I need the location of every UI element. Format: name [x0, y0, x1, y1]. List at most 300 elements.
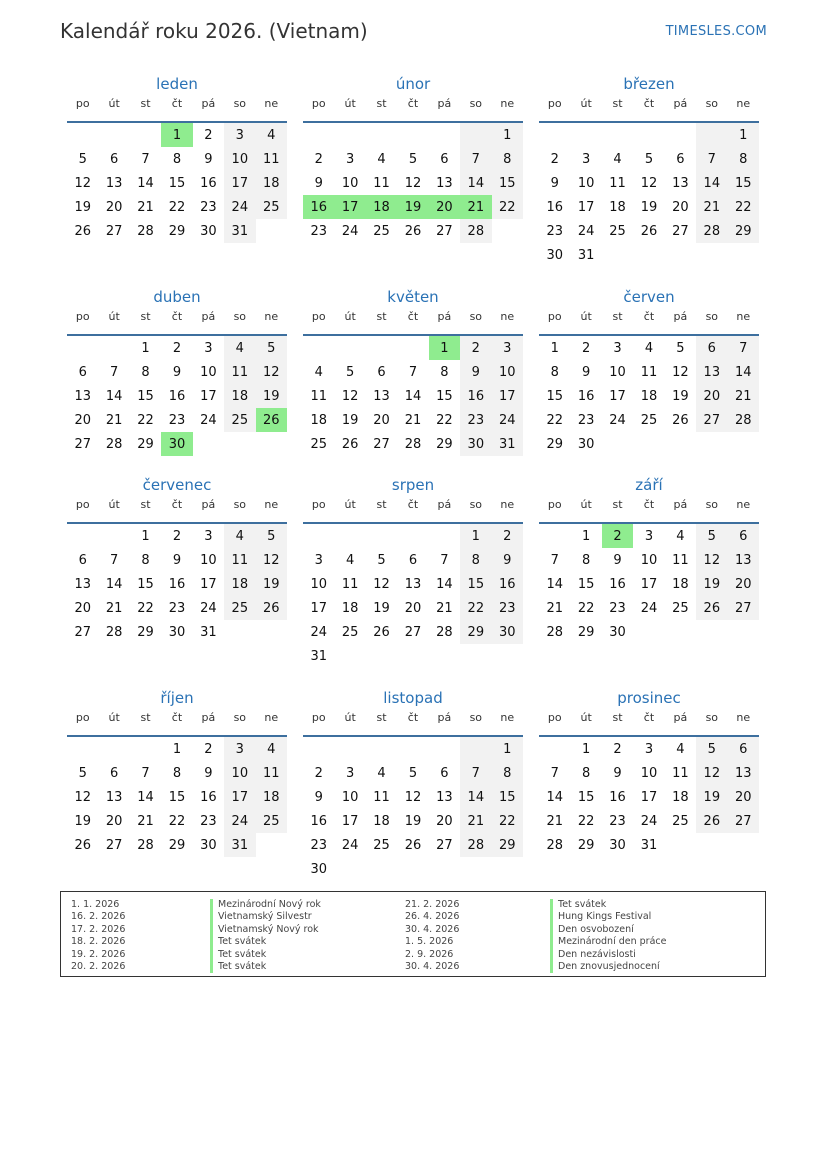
day-cell: 19: [672, 388, 689, 404]
day-cell: 2: [602, 524, 633, 548]
day-cell: 5: [408, 151, 418, 167]
weekday-label: st: [140, 711, 151, 724]
day-cell: 28: [696, 219, 727, 243]
weekday-label: pá: [437, 711, 452, 724]
day-cell: 30: [310, 861, 327, 877]
day-cell: 3: [613, 340, 622, 356]
day-cell: 21: [460, 195, 491, 219]
day-cell: 21: [696, 195, 727, 219]
day-cell: 25: [672, 600, 689, 616]
day-cell: 1: [141, 340, 150, 356]
weekday-label: po: [75, 97, 90, 110]
day-cell: 20: [404, 600, 422, 616]
day-cell: 29: [577, 837, 595, 853]
weekday-label: so: [233, 498, 247, 511]
day-cell: 11: [373, 789, 390, 805]
day-cell: 15: [492, 171, 523, 195]
day-cell: 18: [672, 576, 689, 592]
empty-cell: [665, 620, 696, 644]
day-cell: 4: [644, 340, 654, 356]
legend-holiday-name: Vietnamský Silvestr: [210, 911, 321, 923]
day-grid: [303, 336, 523, 456]
day-cell: 20: [728, 785, 759, 809]
day-cell: 5: [644, 151, 654, 167]
day-cell: 29: [168, 223, 186, 239]
day-cell: 17: [334, 195, 365, 219]
empty-cell: [224, 432, 255, 456]
weekday-label: ne: [264, 711, 279, 724]
weekday-label: pá: [673, 711, 688, 724]
day-cell: 28: [460, 833, 491, 857]
empty-cell: [67, 336, 98, 360]
weekday-header: [67, 498, 287, 516]
day-cell: 16: [609, 789, 626, 805]
legend-date: 26. 4. 2026: [405, 911, 460, 923]
day-cell: 13: [672, 175, 689, 191]
day-cell: 8: [581, 552, 591, 568]
day-cell: 30: [609, 624, 626, 640]
weekday-label: so: [233, 97, 247, 110]
day-cell: 7: [408, 364, 418, 380]
day-cell: 4: [613, 151, 622, 167]
day-cell: 6: [377, 364, 386, 380]
day-cell: 7: [141, 151, 150, 167]
weekday-label: čt: [643, 711, 655, 724]
day-cell: 22: [168, 199, 186, 215]
day-cell: 19: [373, 600, 390, 616]
legend-holiday-name: Den nezávislosti: [550, 949, 666, 961]
legend-date: 21. 2. 2026: [405, 899, 460, 910]
day-cell: 9: [550, 175, 559, 191]
day-cell: 30: [460, 432, 491, 456]
day-cell: 25: [224, 596, 255, 620]
month-name: září: [635, 476, 663, 494]
day-cell: 12: [341, 388, 359, 404]
day-cell: 7: [141, 765, 150, 781]
empty-cell: [429, 737, 460, 761]
weekday-label: st: [376, 97, 387, 110]
day-cell: 25: [310, 436, 327, 452]
day-cell: 31: [200, 624, 217, 640]
month-name: červenec: [142, 476, 212, 494]
weekday-label: čt: [643, 97, 655, 110]
weekday-label: po: [311, 498, 326, 511]
empty-cell: [429, 123, 460, 147]
day-cell: 3: [644, 741, 654, 757]
month-srpen: [303, 475, 523, 668]
day-cell: 3: [224, 123, 255, 147]
weekday-label: út: [344, 498, 356, 511]
day-cell: 1: [172, 741, 182, 757]
weekday-label: čt: [407, 498, 419, 511]
day-cell: 5: [696, 737, 727, 761]
weekday-label: út: [580, 498, 592, 511]
month-name: červen: [623, 288, 675, 306]
day-cell: 21: [105, 600, 123, 616]
weekday-label: st: [612, 310, 623, 323]
day-cell: 23: [168, 600, 186, 616]
day-cell: 21: [460, 809, 491, 833]
weekday-label: pá: [201, 97, 216, 110]
day-cell: 28: [546, 624, 563, 640]
day-cell: 13: [373, 388, 390, 404]
day-cell: 26: [341, 436, 359, 452]
day-cell: 30: [609, 837, 626, 853]
day-cell: 18: [609, 199, 626, 215]
empty-cell: [460, 644, 491, 668]
day-cell: 13: [436, 175, 453, 191]
legend-date: 1. 5. 2026: [405, 936, 454, 948]
day-cell: 24: [224, 195, 255, 219]
day-cell: 10: [200, 552, 217, 568]
weekday-label: po: [311, 711, 326, 724]
day-cell: 2: [613, 741, 622, 757]
month-prosinec: [539, 688, 759, 857]
day-cell: 15: [137, 388, 154, 404]
day-cell: 4: [676, 528, 685, 544]
weekday-label: ne: [736, 310, 751, 323]
weekday-label: út: [580, 711, 592, 724]
day-cell: 8: [492, 147, 523, 171]
day-cell: 16: [303, 195, 334, 219]
day-cell: 14: [460, 171, 491, 195]
day-cell: 14: [404, 388, 422, 404]
day-grid: [303, 737, 523, 881]
day-cell: 20: [672, 199, 689, 215]
day-cell: 10: [640, 765, 658, 781]
day-cell: 6: [408, 552, 418, 568]
day-cell: 30: [577, 436, 595, 452]
month-březen: [539, 74, 759, 267]
day-cell: 16: [492, 572, 523, 596]
day-cell: 23: [546, 223, 563, 239]
month-name: listopad: [383, 689, 443, 707]
empty-cell: [256, 833, 287, 857]
day-cell: 8: [172, 765, 182, 781]
day-cell: 11: [373, 175, 390, 191]
weekday-label: ne: [736, 97, 751, 110]
empty-cell: [539, 123, 570, 147]
day-cell: 3: [644, 528, 654, 544]
day-cell: 8: [728, 147, 759, 171]
legend-holiday-name: Hung Kings Festival: [550, 911, 666, 923]
brand-link[interactable]: TIMESLES.COM: [665, 24, 767, 39]
day-cell: 23: [310, 223, 327, 239]
empty-cell: [397, 123, 428, 147]
weekday-label: ne: [264, 97, 279, 110]
day-cell: 24: [200, 412, 217, 428]
day-cell: 9: [492, 548, 523, 572]
legend-date: 18. 2. 2026: [71, 936, 126, 948]
legend-date: 20. 2. 2026: [71, 960, 126, 972]
day-cell: 28: [105, 624, 123, 640]
day-cell: 17: [200, 576, 217, 592]
day-cell: 19: [256, 384, 287, 408]
day-cell: 6: [696, 336, 727, 360]
day-cell: 19: [74, 813, 91, 829]
day-cell: 16: [168, 576, 186, 592]
legend-names-right: [550, 899, 666, 973]
weekday-label: so: [233, 711, 247, 724]
day-cell: 11: [672, 765, 689, 781]
weekday-label: pá: [201, 711, 216, 724]
day-cell: 30: [492, 620, 523, 644]
day-cell: 5: [256, 336, 287, 360]
day-cell: 13: [74, 388, 91, 404]
empty-cell: [366, 524, 397, 548]
month-září: [539, 475, 759, 644]
weekday-label: so: [469, 711, 483, 724]
day-cell: 2: [172, 340, 182, 356]
day-cell: 23: [609, 600, 626, 616]
day-cell: 27: [105, 223, 123, 239]
day-cell: 26: [404, 837, 422, 853]
day-cell: 21: [436, 600, 453, 616]
day-cell: 3: [492, 336, 523, 360]
day-cell: 25: [373, 223, 390, 239]
weekday-label: čt: [171, 310, 183, 323]
day-cell: 30: [168, 624, 186, 640]
day-cell: 5: [377, 552, 386, 568]
legend-date: 1. 1. 2026: [71, 899, 120, 910]
weekday-label: po: [547, 711, 562, 724]
day-cell: 24: [640, 600, 658, 616]
day-cell: 8: [460, 548, 491, 572]
day-cell: 10: [341, 789, 359, 805]
empty-cell: [256, 620, 287, 644]
legend-holiday-name: Tet svátek: [210, 949, 321, 961]
month-duben: [67, 287, 287, 456]
day-cell: 24: [224, 809, 255, 833]
day-cell: 2: [550, 151, 559, 167]
day-cell: 11: [256, 761, 287, 785]
day-cell: 27: [672, 223, 689, 239]
weekday-label: čt: [407, 711, 419, 724]
day-cell: 4: [224, 524, 255, 548]
empty-cell: [98, 123, 129, 147]
day-cell: 15: [577, 576, 595, 592]
empty-cell: [397, 524, 428, 548]
day-cell: 23: [200, 813, 217, 829]
day-cell: 14: [546, 576, 563, 592]
day-cell: 19: [74, 199, 91, 215]
month-leden: [67, 74, 287, 243]
day-cell: 1: [728, 123, 759, 147]
day-cell: 13: [436, 789, 453, 805]
weekday-header: [539, 711, 759, 729]
empty-cell: [492, 644, 523, 668]
day-cell: 12: [74, 789, 91, 805]
weekday-label: ne: [500, 310, 515, 323]
empty-cell: [696, 123, 727, 147]
legend-holiday-name: Den znovusjednocení: [550, 961, 666, 973]
empty-cell: [366, 336, 397, 360]
month-říjen: [67, 688, 287, 857]
day-cell: 25: [341, 624, 359, 640]
weekday-label: po: [547, 97, 562, 110]
day-cell: 26: [74, 837, 91, 853]
empty-cell: [303, 123, 334, 147]
weekday-label: po: [75, 711, 90, 724]
day-cell: 21: [728, 384, 759, 408]
weekday-label: st: [612, 498, 623, 511]
weekday-label: ne: [264, 498, 279, 511]
weekday-label: st: [376, 310, 387, 323]
empty-cell: [633, 123, 664, 147]
weekday-label: st: [612, 711, 623, 724]
day-cell: 22: [436, 412, 453, 428]
day-cell: 11: [256, 147, 287, 171]
day-grid: [67, 524, 287, 644]
month-name: leden: [156, 75, 198, 93]
empty-cell: [397, 336, 428, 360]
month-name: prosinec: [617, 689, 681, 707]
day-cell: 21: [404, 412, 422, 428]
day-cell: 17: [492, 384, 523, 408]
day-cell: 29: [460, 620, 491, 644]
day-cell: 30: [546, 247, 563, 263]
day-cell: 6: [78, 552, 87, 568]
day-cell: 31: [492, 432, 523, 456]
holiday-legend: [60, 891, 766, 977]
day-cell: 14: [546, 789, 563, 805]
day-cell: 7: [109, 552, 119, 568]
empty-cell: [665, 123, 696, 147]
day-cell: 18: [310, 412, 327, 428]
day-cell: 18: [373, 813, 390, 829]
day-cell: 24: [609, 412, 626, 428]
month-květen: [303, 287, 523, 456]
day-cell: 30: [200, 223, 217, 239]
legend-holiday-name: Tet svátek: [210, 936, 321, 948]
day-cell: 15: [137, 576, 154, 592]
day-cell: 2: [492, 524, 523, 548]
legend-dates-right: [405, 899, 459, 973]
legend-holiday-name: Tet svátek: [210, 961, 321, 973]
weekday-header: [67, 310, 287, 328]
legend-names-left: [210, 899, 321, 973]
day-cell: 12: [373, 576, 390, 592]
day-cell: 17: [224, 785, 255, 809]
day-cell: 9: [204, 765, 213, 781]
day-cell: 22: [460, 596, 491, 620]
day-cell: 29: [137, 624, 154, 640]
empty-cell: [397, 737, 428, 761]
day-cell: 26: [373, 624, 390, 640]
day-cell: 14: [105, 388, 123, 404]
day-cell: 17: [200, 388, 217, 404]
empty-cell: [460, 857, 491, 881]
day-cell: 25: [672, 813, 689, 829]
day-cell: 17: [640, 576, 658, 592]
day-cell: 20: [74, 600, 91, 616]
day-cell: 4: [345, 552, 355, 568]
day-cell: 29: [546, 436, 563, 452]
empty-cell: [665, 833, 696, 857]
day-cell: 2: [460, 336, 491, 360]
day-cell: 5: [696, 524, 727, 548]
day-cell: 30: [161, 432, 192, 456]
weekday-label: út: [108, 310, 120, 323]
day-cell: 11: [672, 552, 689, 568]
day-cell: 10: [609, 364, 626, 380]
day-cell: 12: [696, 761, 727, 785]
day-cell: 21: [105, 412, 123, 428]
empty-cell: [67, 524, 98, 548]
day-cell: 3: [345, 151, 355, 167]
month-listopad: [303, 688, 523, 881]
day-cell: 9: [613, 552, 622, 568]
day-cell: 29: [168, 837, 186, 853]
day-cell: 6: [440, 151, 449, 167]
day-cell: 14: [460, 785, 491, 809]
weekday-label: čt: [643, 498, 655, 511]
weekday-label: pá: [437, 498, 452, 511]
day-cell: 28: [546, 837, 563, 853]
day-cell: 8: [440, 364, 449, 380]
empty-cell: [728, 243, 759, 267]
empty-cell: [633, 432, 664, 456]
day-cell: 15: [460, 572, 491, 596]
day-cell: 10: [200, 364, 217, 380]
day-cell: 16: [200, 789, 217, 805]
day-cell: 20: [436, 813, 453, 829]
weekday-label: út: [108, 97, 120, 110]
day-cell: 27: [74, 624, 91, 640]
weekday-label: st: [612, 97, 623, 110]
day-cell: 7: [460, 147, 491, 171]
empty-cell: [429, 524, 460, 548]
day-cell: 9: [314, 789, 323, 805]
day-cell: 15: [436, 388, 453, 404]
day-cell: 9: [314, 175, 323, 191]
month-name: květen: [387, 288, 439, 306]
month-name: únor: [395, 75, 431, 93]
day-cell: 31: [577, 247, 595, 263]
weekday-label: so: [469, 498, 483, 511]
weekday-label: čt: [171, 498, 183, 511]
weekday-label: ne: [264, 310, 279, 323]
day-cell: 17: [577, 199, 595, 215]
day-cell: 19: [696, 785, 727, 809]
legend-date: 19. 2. 2026: [71, 948, 126, 960]
day-cell: 12: [696, 548, 727, 572]
empty-cell: [492, 219, 523, 243]
day-cell: 10: [640, 552, 658, 568]
day-cell: 15: [492, 785, 523, 809]
day-cell: 22: [137, 600, 154, 616]
day-cell: 18: [672, 789, 689, 805]
legend-date: 16. 2. 2026: [71, 911, 126, 923]
weekday-label: pá: [673, 310, 688, 323]
day-cell: 14: [137, 175, 154, 191]
day-cell: 6: [676, 151, 685, 167]
day-cell: 22: [577, 600, 595, 616]
day-cell: 16: [609, 576, 626, 592]
day-cell: 4: [256, 123, 287, 147]
day-grid: [67, 123, 287, 243]
day-grid: [539, 737, 759, 857]
day-cell: 29: [577, 624, 595, 640]
empty-cell: [366, 123, 397, 147]
day-cell: 17: [310, 600, 327, 616]
empty-cell: [539, 737, 570, 761]
day-cell: 17: [341, 813, 359, 829]
day-cell: 31: [224, 219, 255, 243]
legend-holiday-name: Den osvobození: [550, 924, 666, 936]
empty-cell: [334, 336, 365, 360]
day-cell: 4: [256, 737, 287, 761]
